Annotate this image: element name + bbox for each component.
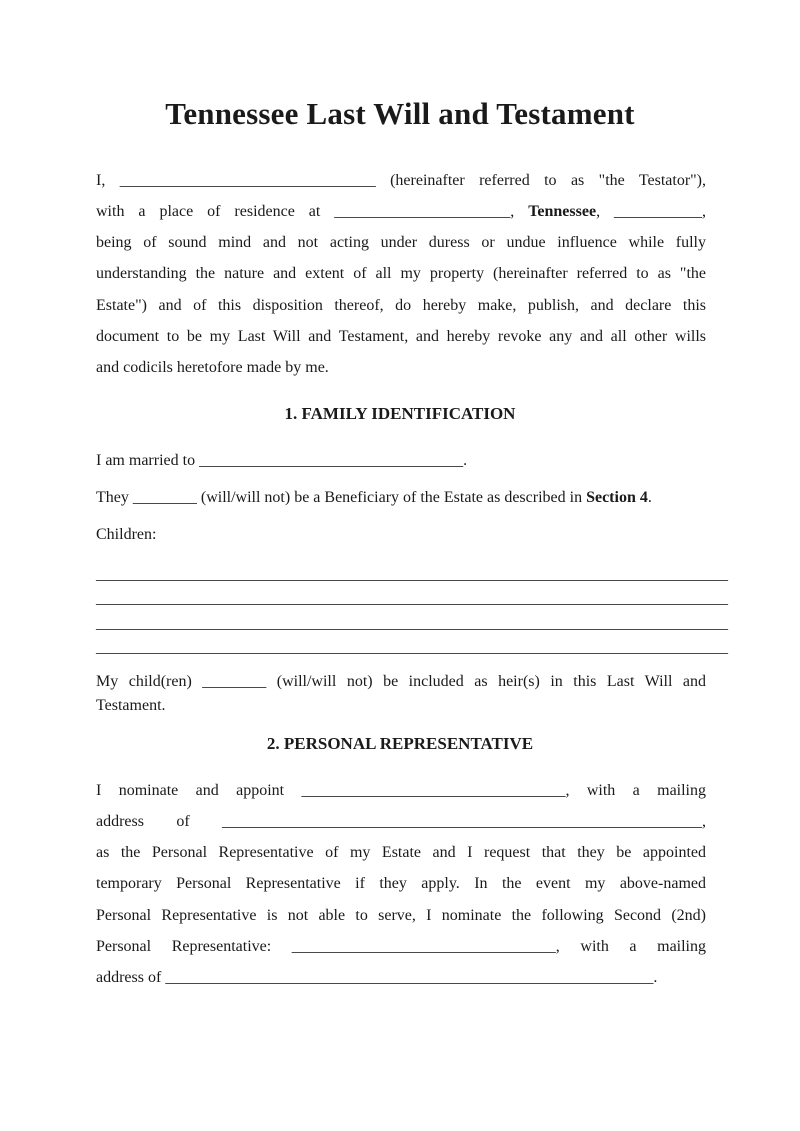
representative-line-3: as the Personal Representative of my Estate and I request that they be appointed xyxy=(96,844,706,861)
representative-line-6: Personal Representative: _________________________________, with a mailing xyxy=(96,938,706,955)
child-entry-line: _______________________________________________________________________________ xyxy=(96,590,728,607)
spouse-beneficiary-line xyxy=(96,488,706,508)
representative-line-5: Personal Representative is not able to serve, I nominate the following Second (2nd) xyxy=(96,907,706,924)
intro-state: Tennessee xyxy=(528,203,597,220)
spouse-beneficiary-text: They ________ (will/will not) be a Beneficiary of the Estate as described in xyxy=(96,489,587,506)
representative-line-2: address of ____________________________________________________________, xyxy=(96,813,706,830)
intro-line-7: and codicils heretofore made by me. xyxy=(96,359,329,376)
intro-line-3: being of sound mind and not acting under duress or undue influence while fully xyxy=(96,234,706,251)
child-entry-line: _______________________________________________________________________________ xyxy=(96,639,728,656)
intro-line-5: Estate") and of this disposition thereof, do hereby make, publish, and declare this xyxy=(96,297,706,314)
children-label: Children: xyxy=(96,526,157,543)
section-1-heading: 1. FAMILY IDENTIFICATION xyxy=(284,404,516,423)
intro-line-1: I, ________________________________ (hereinafter referred to as "the Testator"), xyxy=(96,172,706,189)
representative-line-7: address of _____________________________________________________________. xyxy=(96,969,658,986)
section-4-reference: Section 4 xyxy=(586,489,648,506)
intro-line-6: document to be my Last Will and Testament, and hereby revoke any and all other wills xyxy=(96,328,706,345)
child-entry-line: _______________________________________________________________________________ xyxy=(96,566,728,583)
heirs-line-2: Testament. xyxy=(96,697,166,714)
spouse-line: I am married to _________________________________. xyxy=(96,452,468,469)
representative-line-4: temporary Personal Representative if they apply. In the event my above-named xyxy=(96,875,706,892)
section-2-heading: 2. PERSONAL REPRESENTATIVE xyxy=(266,734,534,753)
child-entry-line: _______________________________________________________________________________ xyxy=(96,615,728,632)
intro-line-2 xyxy=(96,202,706,222)
representative-line-1: I nominate and appoint _________________________________, with a mailing xyxy=(96,782,706,799)
document-title: Tennessee Last Will and Testament xyxy=(165,96,635,131)
spouse-beneficiary-end: . xyxy=(647,489,652,506)
intro-line-2-end: , ___________, xyxy=(596,203,707,220)
heirs-line-1: My child(ren) ________ (will/will not) be included as heir(s) in this Last Will and xyxy=(96,673,706,690)
intro-line-4: understanding the nature and extent of all my property (hereinafter referred to as "the xyxy=(96,265,706,282)
intro-line-2-start: with a place of residence at ______________________, xyxy=(96,203,529,220)
